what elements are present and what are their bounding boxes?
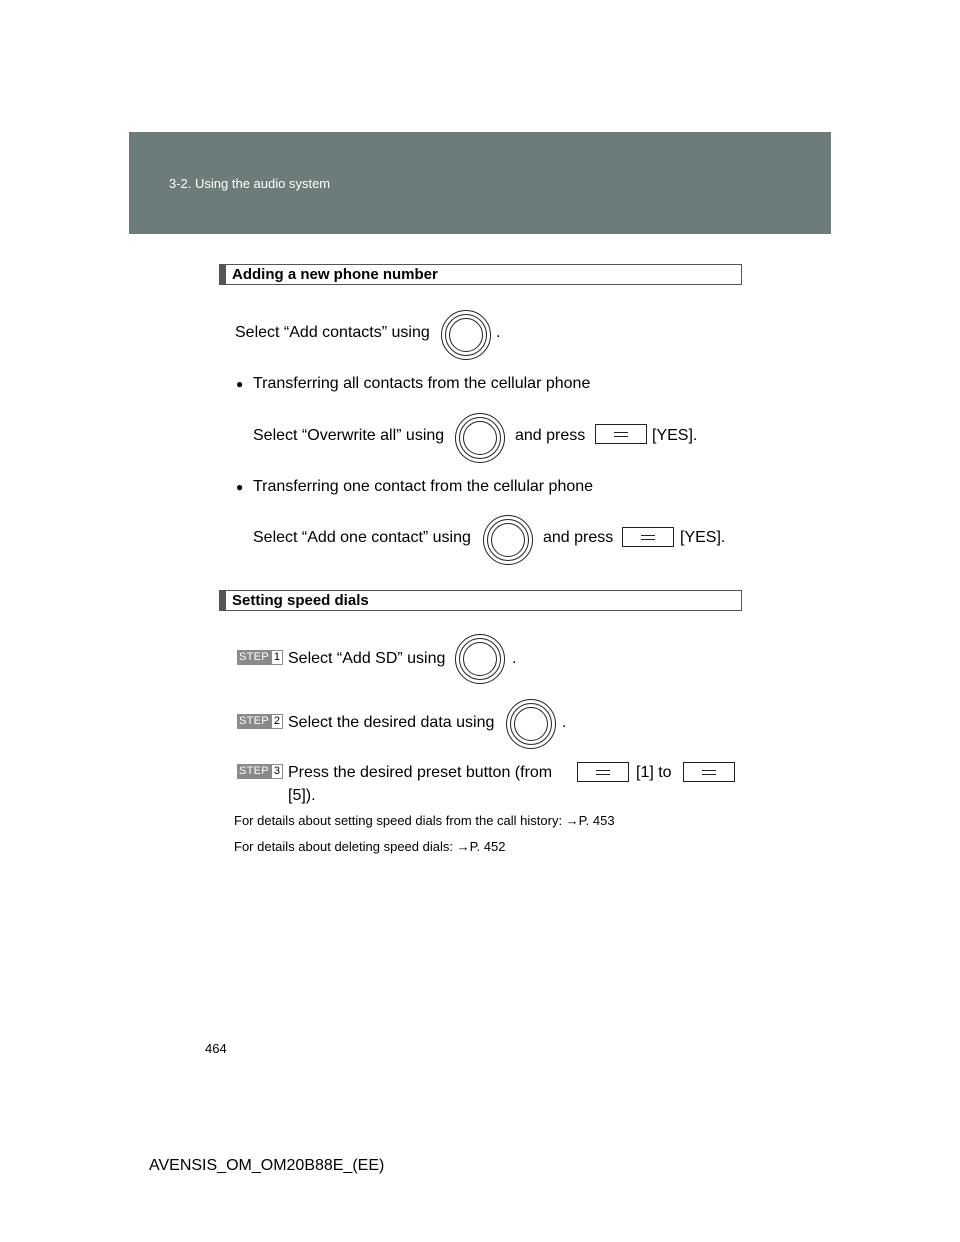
and-press-text: and press [543, 529, 614, 546]
intro-period: . [496, 324, 501, 341]
bullet-title-one: Transferring one contact from the cellular phone [253, 478, 594, 495]
preset-button-icon [683, 762, 735, 782]
and-press-text: and press [515, 427, 586, 444]
bullet-icon: ● [236, 480, 244, 494]
step-1-period: . [512, 650, 517, 667]
yes-text: [YES]. [652, 427, 698, 444]
note-call-history: For details about setting speed dials from the call history: →P. 453 [234, 813, 615, 828]
yes-text: [YES]. [680, 529, 726, 546]
bullet-title-all: Transferring all contacts from the cellular phone [253, 375, 591, 392]
step-1-text: Select “Add SD” using [288, 650, 446, 667]
tune-select-dial-icon [441, 310, 491, 360]
section-heading-speed-dials [219, 590, 742, 611]
step-3-badge: STEP 3 [237, 764, 283, 779]
step-3-text: Press the desired preset button (from [288, 764, 553, 781]
note-delete-speed-dials: For details about deleting speed dials: →P. 452 [234, 839, 506, 854]
header-band [129, 132, 831, 234]
section-heading-title: Adding a new phone number [232, 266, 438, 283]
section-heading-bar [220, 265, 226, 284]
preset-button-icon [595, 424, 647, 444]
document-code: AVENSIS_OM_OM20B88E_(EE) [149, 1157, 385, 1174]
tune-select-dial-icon [506, 699, 556, 749]
step-3-mid: [1] to [636, 764, 672, 781]
section-heading-title: Setting speed dials [232, 592, 369, 609]
tune-select-dial-icon [455, 634, 505, 684]
add-one-contact-text: Select “Add one contact” using [253, 529, 471, 546]
bullet-icon: ● [236, 377, 244, 391]
page-number: 464 [205, 1041, 227, 1056]
step-2-period: . [562, 714, 567, 731]
step-2-text: Select the desired data using [288, 714, 495, 731]
overwrite-all-text: Select “Overwrite all” using [253, 427, 445, 444]
section-heading-add-number [219, 264, 742, 285]
tune-select-dial-icon [455, 413, 505, 463]
tune-select-dial-icon [483, 515, 533, 565]
step-3-line2: [5]). [288, 787, 316, 804]
step-1-badge: STEP 1 [237, 650, 283, 665]
preset-button-icon [577, 762, 629, 782]
preset-button-icon [622, 527, 674, 547]
section-breadcrumb: 3-2. Using the audio system [169, 176, 331, 191]
intro-text: Select “Add contacts” using [235, 324, 430, 341]
step-2-badge: STEP 2 [237, 714, 283, 729]
section-heading-bar [220, 591, 226, 610]
